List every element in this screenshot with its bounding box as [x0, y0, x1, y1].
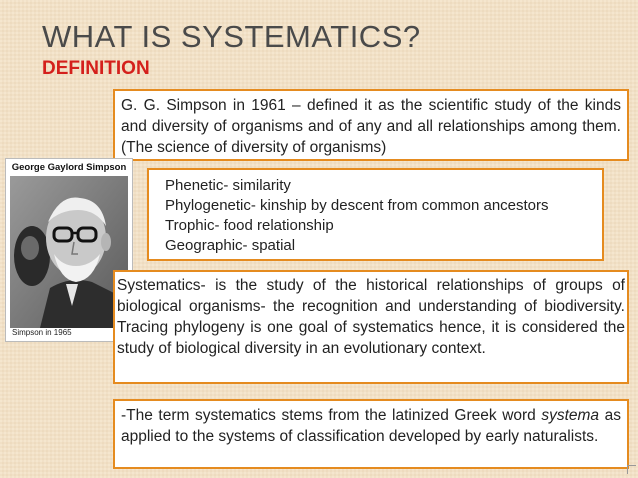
kind-phylogenetic: Phylogenetic- kinship by descent from common ancestors: [165, 197, 549, 214]
term-text-before: -The term systematics stems from the latinized Greek word: [121, 407, 542, 424]
portrait-image: [10, 176, 128, 328]
kind-trophic: Trophic- food relationship: [165, 217, 334, 234]
slide-title: WHAT IS SYSTEMATICS?: [42, 19, 421, 54]
relationship-kinds-box: [147, 168, 604, 261]
kind-geographic: Geographic- spatial: [165, 237, 296, 254]
systematics-box: [113, 270, 629, 384]
slide-subtitle: DEFINITION: [42, 58, 150, 79]
definition-box: [113, 89, 629, 161]
photo-caption-bottom: Simpson in 1965: [12, 328, 72, 337]
kind-phenetic: Phenetic- similarity: [165, 177, 291, 194]
term-emphasis: systema: [541, 407, 600, 424]
photo-caption-top: George Gaylord Simpson: [11, 162, 127, 173]
term-text-after: as applied to the systems of classification developed by early naturalists.: [121, 407, 621, 445]
term-origin-box: [113, 399, 629, 469]
systematics-text: Systematics- is the study of the historical relationships of groups of biological organisms- the recognition and understanding of biodiversity. Tracing phylogeny is one goal of systematics hence, it is considered the study of biological diversity in an evolutionary context.: [117, 277, 625, 357]
definition-text: G. G. Simpson in 1961 – defined it as the scientific study of the kinds and diversity of organisms and of any and all relationships among them. (The science of diversity of organisms): [121, 97, 621, 156]
corner-mark: [627, 465, 636, 474]
